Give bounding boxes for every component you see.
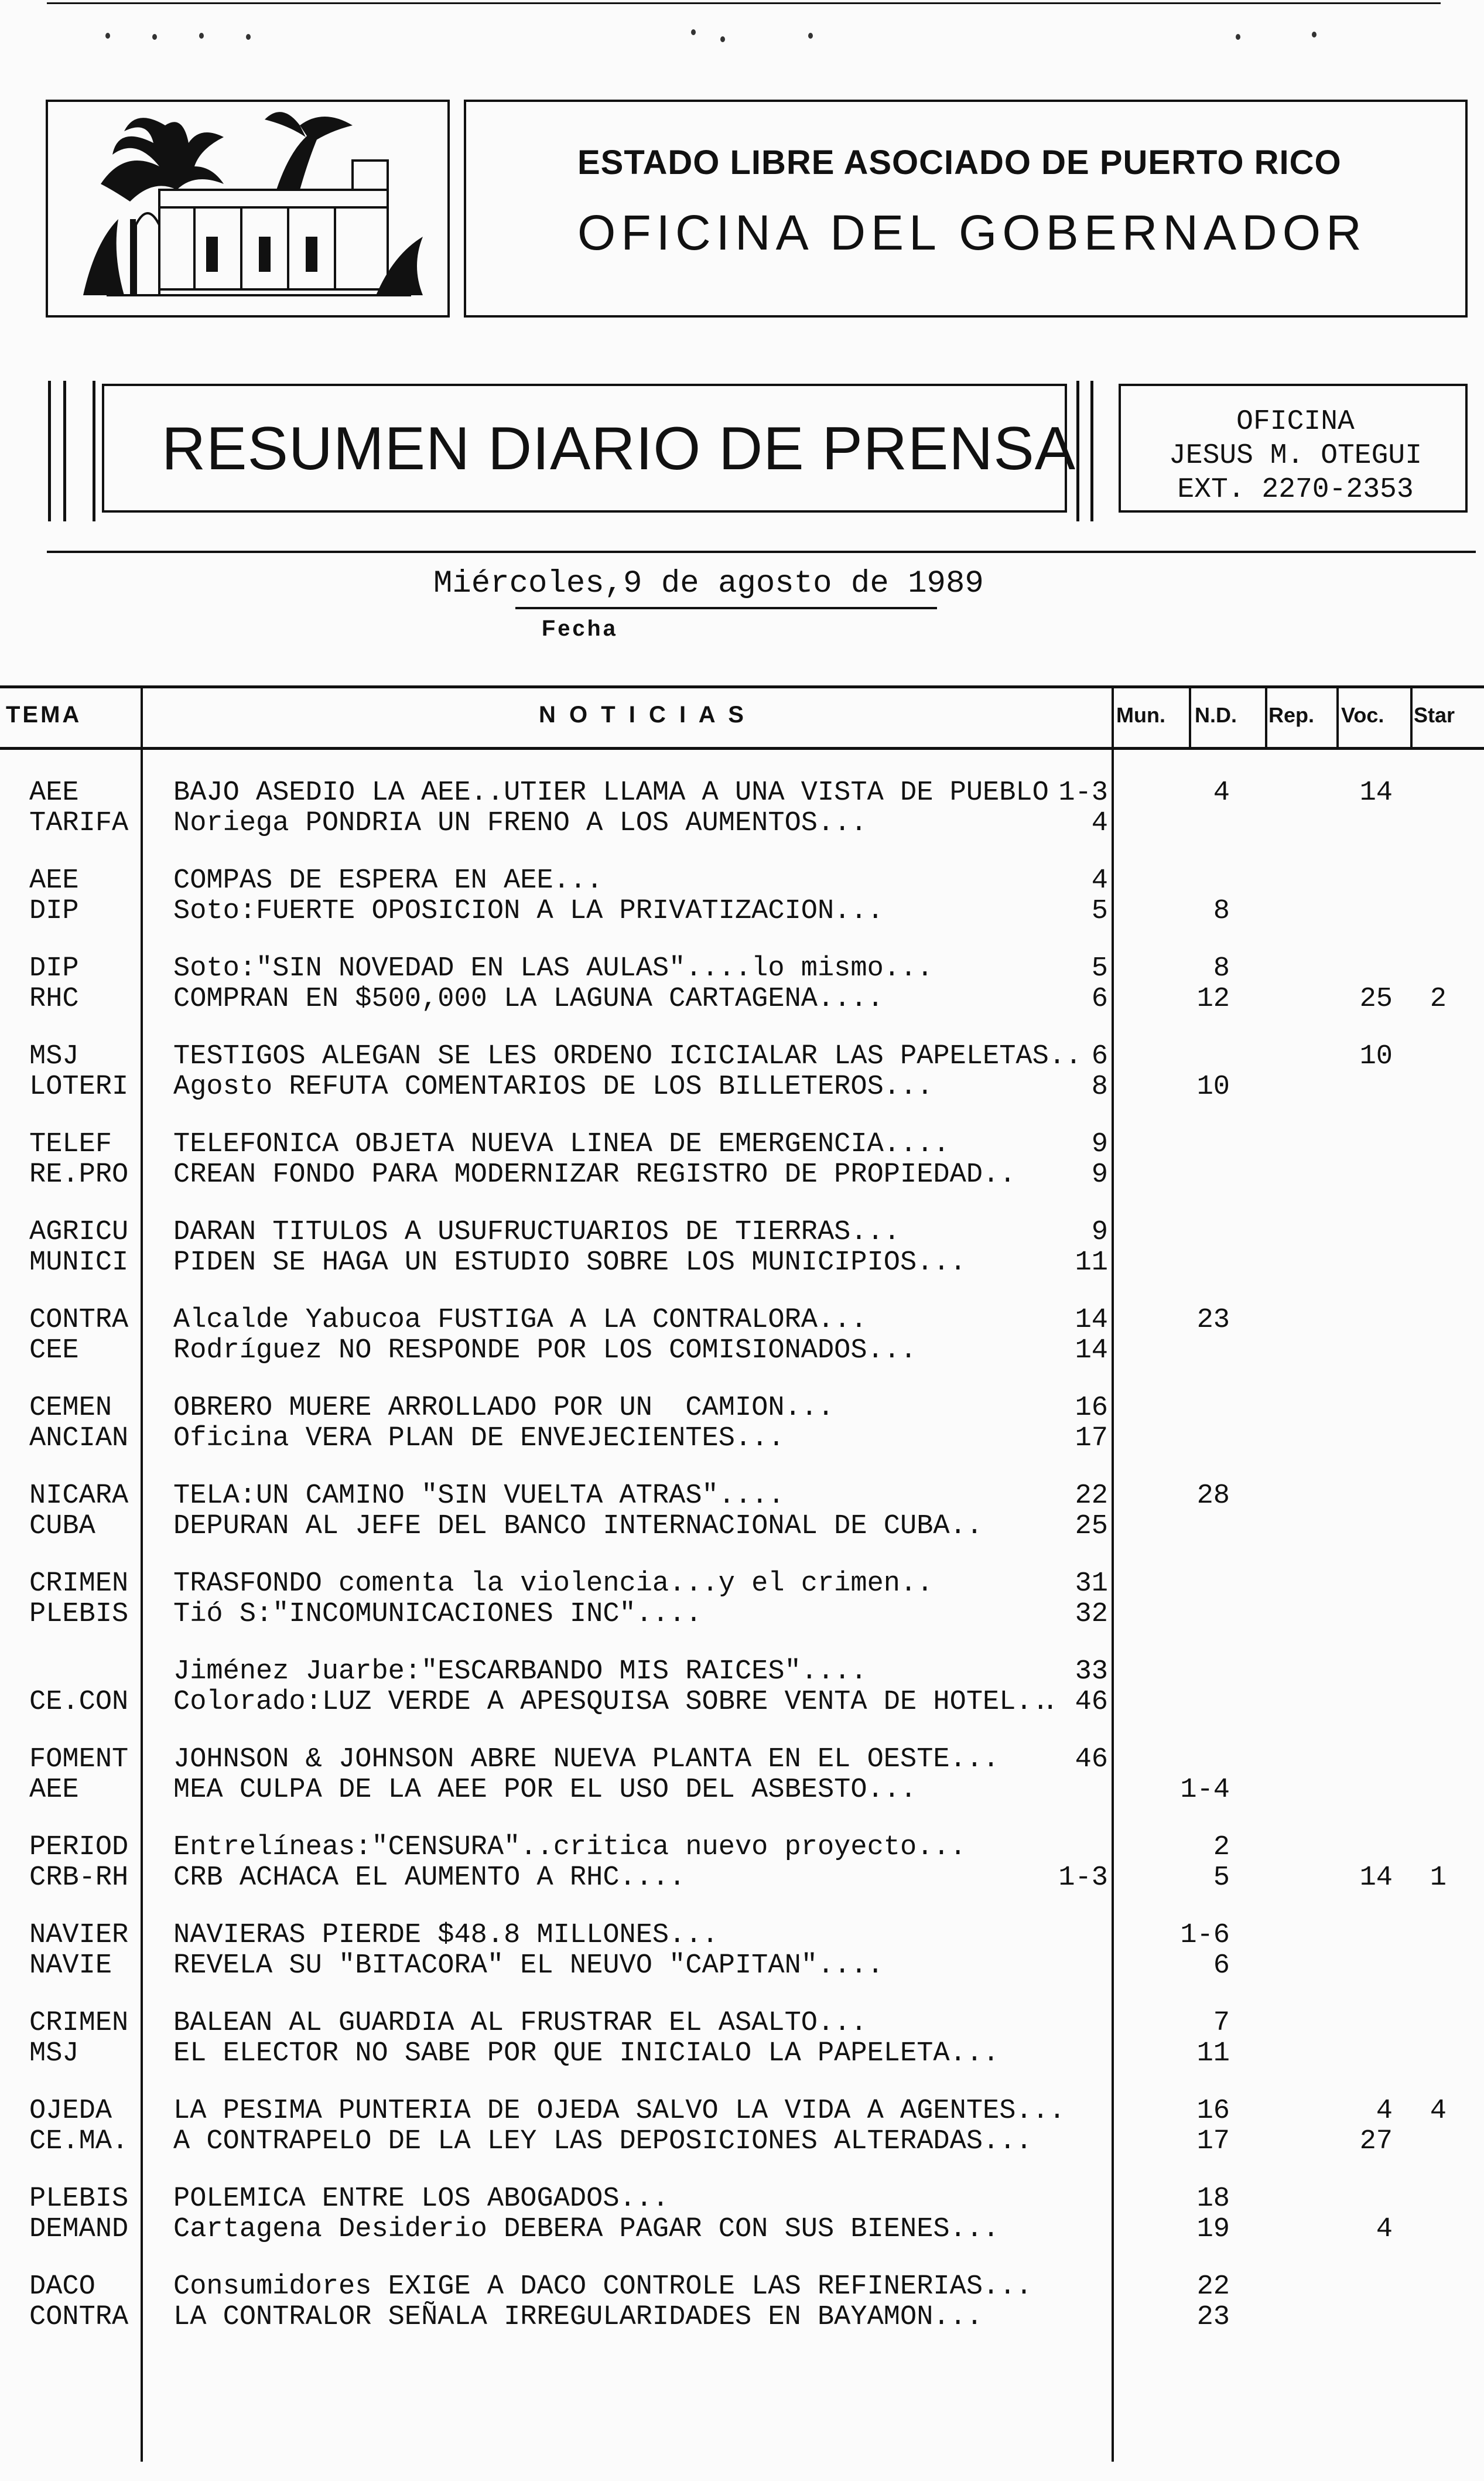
headline-cell: Colorado:LUZ VERDE A APESQUISA SOBRE VENTA DE HOTEL.. [173, 1687, 1049, 1718]
page-ref-mun: 16 [1075, 1393, 1108, 1424]
headline-cell: LA CONTRALOR SEÑALA IRREGULARIDADES EN BAYAMON... [173, 2302, 983, 2333]
office-label: OFICINA [1236, 406, 1355, 438]
tema-cell: AGRICU [29, 1217, 129, 1248]
headline-cell: JOHNSON & JOHNSON ABRE NUEVA PLANTA EN EL OESTE... [173, 1744, 1000, 1775]
office-contact-box [1119, 384, 1468, 513]
table-header-line [0, 747, 1484, 750]
page-ref-nd: 11 [1196, 2038, 1230, 2069]
tema-cell: TELEF [29, 1129, 112, 1160]
page-ref-nd: 2 [1213, 1832, 1230, 1863]
tema-cell: AEE [29, 777, 79, 808]
separator [47, 551, 1476, 553]
page-ref-mun: 5 [1091, 896, 1108, 927]
col-divider-rep [1265, 687, 1267, 748]
tema-cell: NAVIE [29, 1950, 112, 1981]
government-header-box [464, 100, 1468, 318]
tema-cell: FOMENT [29, 1744, 129, 1775]
col-header-mun: Mun. [1116, 703, 1165, 727]
headline-cell: Noriega PONDRIA UN FRENO A LOS AUMENTOS... [173, 808, 867, 839]
speckle [691, 29, 696, 35]
date-underline [515, 607, 937, 609]
page-ref-mun: 4 [1091, 865, 1108, 896]
headline-cell: Oficina VERA PLAN DE ENVEJECIENTES... [173, 1423, 785, 1454]
headline-cell: Rodríguez NO RESPONDE POR LOS COMISIONADOS... [173, 1335, 917, 1366]
page-ref-voc: 4 [1376, 2214, 1393, 2245]
logo-box [46, 100, 450, 318]
page-ref-mun: 9 [1091, 1129, 1108, 1160]
page-ref-nd: 12 [1196, 984, 1230, 1015]
headline-cell: TESTIGOS ALEGAN SE LES ORDENO ICICIALAR LAS PAPELETAS.. [173, 1041, 1082, 1072]
page-ref-mun: 25 [1075, 1511, 1108, 1542]
page-ref-mun: 4 [1091, 808, 1108, 839]
headline-cell: EL ELECTOR NO SABE POR QUE INICIALO LA PAPELETA... [173, 2038, 1000, 2069]
headline-cell: CRB ACHACA EL AUMENTO A RHC.... [173, 1862, 686, 1893]
headline-cell: Soto:FUERTE OPOSICION A LA PRIVATIZACION... [173, 896, 884, 927]
tema-cell: TARIFA [29, 808, 129, 839]
page-ref-mun: 22 [1075, 1480, 1108, 1511]
col-divider-nd [1189, 687, 1191, 748]
tema-cell: CE.CON [29, 1687, 129, 1718]
headline-cell: COMPRAN EN $500,000 LA LAGUNA CARTAGENA.... [173, 984, 884, 1015]
headline-cell: NAVIERAS PIERDE $48.8 MILLONES... [173, 1920, 719, 1951]
top-edge [47, 2, 1441, 4]
page-ref-mun: 5 [1091, 953, 1108, 984]
col-header-tema-text: TEMA [6, 702, 82, 728]
tema-cell: OJEDA [29, 2096, 112, 2127]
tema-cell: DIP [29, 896, 79, 927]
tema-cell: DEMAND [29, 2214, 129, 2245]
page-ref-mun: 46 [1075, 1744, 1108, 1775]
tema-cell: MSJ [29, 1041, 79, 1072]
office-extension: EXT. 2270-2353 [1177, 474, 1414, 506]
page-ref-nd: 7 [1213, 2008, 1230, 2039]
tema-cell: ANCIAN [29, 1423, 129, 1454]
page-ref-mun: 32 [1075, 1599, 1108, 1630]
speckle [199, 33, 204, 39]
col-header-tema [6, 702, 81, 728]
tema-cell: CE.MA. [29, 2126, 129, 2157]
page-ref-nd: 8 [1213, 896, 1230, 927]
page-ref-nd: 10 [1196, 1071, 1230, 1103]
page-ref-nd: 23 [1196, 1305, 1230, 1336]
page-ref-mun: 31 [1075, 1568, 1108, 1599]
tema-cell: DACO [29, 2271, 95, 2302]
headline-cell: PIDEN SE HAGA UN ESTUDIO SOBRE LOS MUNICIPIOS... [173, 1247, 966, 1278]
page-ref-mun: 9 [1091, 1159, 1108, 1190]
col-header-voc: Voc. [1341, 703, 1384, 727]
date-label: Fecha [542, 616, 618, 641]
tema-cell: RHC [29, 984, 79, 1015]
resumen-title-box [102, 384, 1076, 513]
tema-cell: CONTRA [29, 2302, 129, 2333]
speckle [1312, 32, 1317, 37]
page-ref-mun: 11 [1075, 1247, 1108, 1278]
page-ref-nd: 19 [1196, 2214, 1230, 2245]
page-ref-nd: 5 [1213, 1862, 1230, 1893]
tema-cell: MUNICI [29, 1247, 129, 1278]
page-ref-voc: 14 [1359, 777, 1393, 808]
headline-cell: REVELA SU "BITACORA" EL NEUVO "CAPITAN".... [173, 1950, 884, 1981]
page-ref-mun: 33 [1075, 1656, 1108, 1687]
bar [1076, 381, 1079, 521]
page-ref-nd: 4 [1213, 777, 1230, 808]
headline-cell: BALEAN AL GUARDIA AL FRUSTRAR EL ASALTO... [173, 2008, 867, 2039]
page-ref-nd: 17 [1196, 2126, 1230, 2157]
page-ref-mun: 17 [1075, 1423, 1108, 1454]
tema-cell: CUBA [29, 1511, 95, 1542]
headline-cell: Cartagena Desiderio DEBERA PAGAR CON SUS BIENES... [173, 2214, 1000, 2245]
tema-cell: PLEBIS [29, 1599, 129, 1630]
headline-cell: COMPAS DE ESPERA EN AEE... [173, 865, 603, 896]
page-ref-star: 1 [1430, 1862, 1447, 1893]
page-ref-mun: 14 [1075, 1305, 1108, 1336]
headline-cell: POLEMICA ENTRE LOS ABOGADOS... [173, 2183, 669, 2214]
page-ref-mun: 8 [1091, 1071, 1108, 1103]
page-ref-mun: 1-3 [1058, 1862, 1108, 1893]
speckle [152, 34, 157, 40]
page-ref-voc: 10 [1359, 1041, 1393, 1072]
tema-cell: CRIMEN [29, 2008, 129, 2039]
page-ref-nd: 8 [1213, 953, 1230, 984]
page-ref-voc: 27 [1359, 2126, 1393, 2157]
tema-cell: CEMEN [29, 1393, 112, 1424]
headline-cell: Soto:"SIN NOVEDAD EN LAS AULAS"....lo mismo... [173, 953, 934, 984]
bar [48, 381, 51, 521]
speckle [105, 33, 110, 39]
page-ref-nd: 1-6 [1180, 1920, 1230, 1951]
tema-cell: DIP [29, 953, 79, 984]
tema-cell: AEE [29, 865, 79, 896]
page-ref-mun: 6 [1091, 984, 1108, 1015]
page-ref-voc: 25 [1359, 984, 1393, 1015]
page-ref-star: 4 [1430, 2096, 1447, 2127]
headline-cell: DEPURAN AL JEFE DEL BANCO INTERNACIONAL DE CUBA.. [173, 1511, 983, 1542]
tema-cell: PLEBIS [29, 2183, 129, 2214]
headline-cell: MEA CULPA DE LA AEE POR EL USO DEL ASBESTO... [173, 1774, 917, 1806]
page-ref-voc: 14 [1359, 1862, 1393, 1893]
col-divider-star [1410, 687, 1413, 748]
tema-cell: LOTERI [29, 1071, 129, 1103]
tema-cell: NICARA [29, 1480, 129, 1511]
col-header-nd: N.D. [1195, 703, 1237, 727]
col-divider-tema [141, 687, 143, 2462]
page-ref-nd: 23 [1196, 2302, 1230, 2333]
page-ref-nd: 18 [1196, 2183, 1230, 2214]
tema-cell: CONTRA [29, 1305, 129, 1336]
tema-cell: CRIMEN [29, 1568, 129, 1599]
tema-cell: MSJ [29, 2038, 79, 2069]
headline-cell: LA PESIMA PUNTERIA DE OJEDA SALVO LA VIDA A AGENTES... [173, 2096, 1066, 2127]
speckle [720, 36, 725, 42]
headline-cell: TELEFONICA OBJETA NUEVA LINEA DE EMERGENCIA.... [173, 1129, 950, 1160]
page-ref-voc: 4 [1376, 2096, 1393, 2127]
headline-cell: BAJO ASEDIO LA AEE..UTIER LLAMA A UNA VISTA DE PUEBLO [173, 777, 1049, 808]
headline-cell: CREAN FONDO PARA MODERNIZAR REGISTRO DE PROPIEDAD.. [173, 1159, 1016, 1190]
speckle [1236, 34, 1240, 40]
page-ref-nd: 1-4 [1180, 1774, 1230, 1806]
tema-cell: AEE [29, 1774, 79, 1806]
office-contact [1149, 405, 1442, 507]
page-ref-mun: 14 [1075, 1335, 1108, 1366]
col-divider-voc [1336, 687, 1339, 748]
page-ref-mun: 1-3 [1058, 777, 1108, 808]
page-ref-nd: 22 [1196, 2271, 1230, 2302]
headline-cell: Jiménez Juarbe:"ESCARBANDO MIS RAICES".... [173, 1656, 867, 1687]
col-header-star: Star [1414, 703, 1455, 727]
col-header-rep: Rep. [1268, 703, 1315, 727]
page-ref-mun: . 46 [1042, 1687, 1108, 1718]
page-ref-star: 2 [1430, 984, 1447, 1015]
col-header-noticias: N O T I C I A S [539, 702, 747, 728]
headline-cell: Consumidores EXIGE A DACO CONTROLE LAS REFINERIAS... [173, 2271, 1032, 2302]
headline-cell: Alcalde Yabucoa FUSTIGA A LA CONTRALORA... [173, 1305, 867, 1336]
report-date: Miércoles,9 de agosto de 1989 [433, 566, 984, 602]
speckle [808, 33, 813, 39]
headline-cell: DARAN TITULOS A USUFRUCTUARIOS DE TIERRAS... [173, 1217, 901, 1248]
page-ref-mun: 9 [1091, 1217, 1108, 1248]
headline-cell: A CONTRAPELO DE LA LEY LAS DEPOSICIONES ALTERADAS... [173, 2126, 1032, 2157]
page-ref-nd: 28 [1196, 1480, 1230, 1511]
tema-cell: NAVIER [29, 1920, 129, 1951]
table-top-line [0, 685, 1484, 688]
page-ref-nd: 16 [1196, 2096, 1230, 2127]
tema-cell: RE.PRO [29, 1159, 129, 1190]
tema-cell: CRB-RH [29, 1862, 129, 1893]
page-ref-mun: 6 [1091, 1041, 1108, 1072]
bar [93, 381, 95, 521]
tema-cell: CEE [29, 1335, 79, 1366]
bar [1090, 381, 1093, 521]
governor-mansion-logo [48, 102, 447, 315]
headline-cell: Entrelíneas:"CENSURA"..critica nuevo proyecto... [173, 1832, 966, 1863]
office-name: OFICINA DEL GOBERNADOR [577, 205, 1367, 260]
page-title: RESUMEN DIARIO DE PRENSA [162, 415, 1076, 483]
headline-cell: Tió S:"INCOMUNICACIONES INC".... [173, 1599, 702, 1630]
speckle [246, 34, 251, 40]
headline-cell: TELA:UN CAMINO "SIN VUELTA ATRAS".... [173, 1480, 785, 1511]
bar [63, 381, 66, 521]
office-contact-name: JESUS M. OTEGUI [1168, 440, 1423, 472]
headline-cell: Agosto REFUTA COMENTARIOS DE LOS BILLETEROS... [173, 1071, 934, 1103]
headline-cell: TRASFONDO comenta la violencia...y el crimen.. [173, 1568, 934, 1599]
page-ref-nd: 6 [1213, 1950, 1230, 1981]
government-name: ESTADO LIBRE ASOCIADO DE PUERTO RICO [577, 144, 1342, 182]
headline-cell: OBRERO MUERE ARROLLADO POR UN CAMION... [173, 1393, 835, 1424]
tema-cell: PERIOD [29, 1832, 129, 1863]
